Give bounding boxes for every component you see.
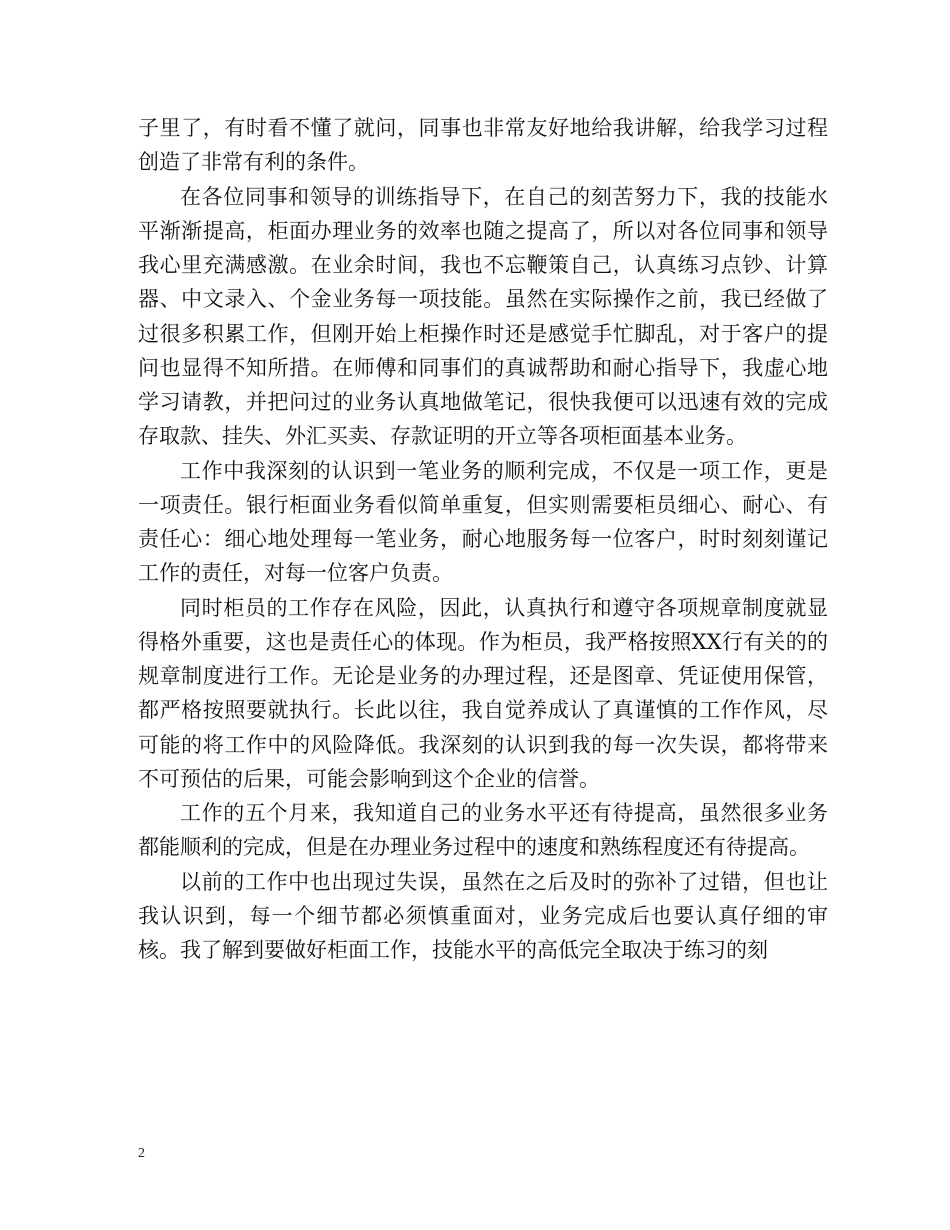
paragraph: 以前的工作中也出现过失误，虽然在之后及时的弥补了过错，但也让我认识到，每一个细节都必须慎重面对，业务完成后也要认真仔细的审核。我了解到要做好柜面工作，技能水平的高低完全取决于练习的刻 [138, 869, 828, 962]
paragraph-continuation: 子里了，有时看不懂了就问，同事也非常友好地给我讲解，给我学习过程创造了非常有利的条件。 [138, 116, 828, 175]
document-body [138, 111, 828, 967]
page-number: 2 [138, 1146, 145, 1161]
paragraph: 同时柜员的工作存在风险，因此，认真执行和遵守各项规章制度就显得格外重要，这也是责任心的体现。作为柜员，我严格按照XX行有关的的规章制度进行工作。无论是业务的办理过程，还是图章、凭证使用保管，都严格按照要就执行。长此以往，我自觉养成认了真谨慎的工作作风，尽可能的将工作中的风险降低。我深刻的认识到我的每一次失误，都将带来不可预估的后果，可能会影响到这个企业的信誉。 [138, 595, 828, 791]
paragraph: 在各位同事和领导的训练指导下，在自己的刻苦努力下，我的技能水平渐渐提高，柜面办理业务的效率也随之提高了，所以对各位同事和领导我心里充满感激。在业余时间，我也不忘鞭策自己，认真练习点钞、计算器、中文录入、个金业务每一项技能。虽然在实际操作之前，我已经做了过很多积累工作，但刚开始上柜操作时还是感觉手忙脚乱，对于客户的提问也显得不知所措。在师傅和同事们的真诚帮助和耐心指导下，我虚心地学习请教，并把问过的业务认真地做笔记，很快我便可以迅速有效的完成存取款、挂失、外汇买卖、存款证明的开立等各项柜面基本业务。 [138, 184, 828, 449]
paragraph: 工作中我深刻的认识到一笔业务的顺利完成，不仅是一项工作，更是一项责任。银行柜面业务看似简单重复，但实则需要柜员细心、耐心、有责任心：细心地处理每一笔业务，耐心地服务每一位客户，时时刻刻谨记工作的责任，对每一位客户负责。 [138, 458, 828, 586]
paragraph: 工作的五个月来，我知道自己的业务水平还有待提高，虽然很多业务都能顺利的完成，但是在办理业务过程中的速度和熟练程度还有待提高。 [138, 801, 828, 860]
